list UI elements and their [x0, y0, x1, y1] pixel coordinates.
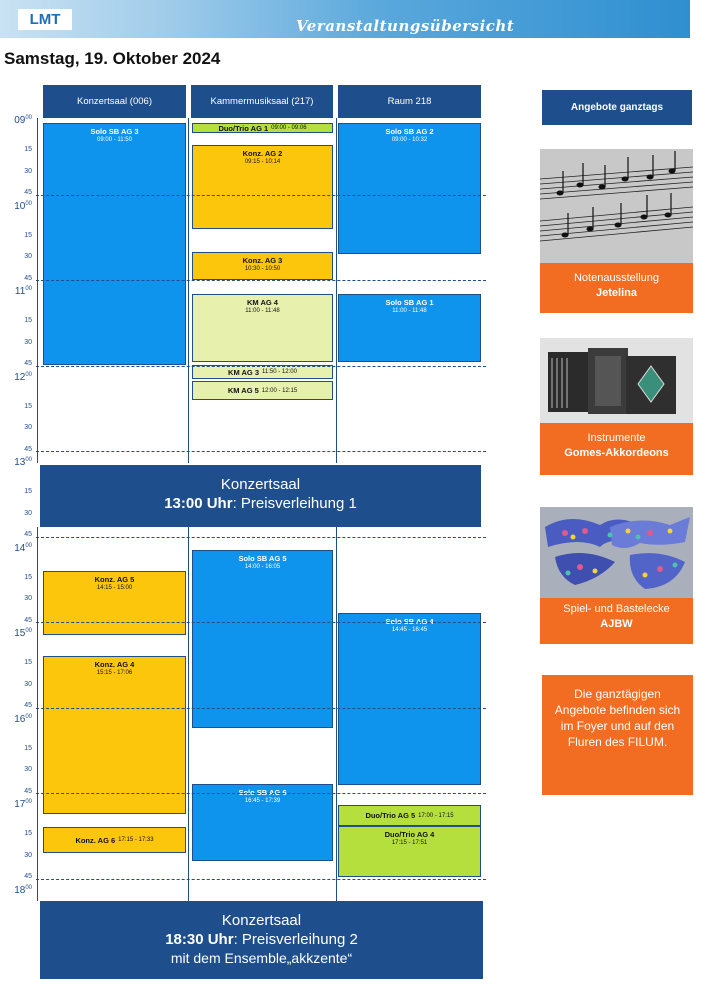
award-ceremony-1-venue: Konzertsaal: [220, 476, 301, 493]
column-header-raum-218: Raum 218: [338, 85, 481, 118]
event-title: Solo SB AG 5: [238, 554, 287, 563]
hour-label: [0, 885, 36, 896]
event-time: 09:00 - 09:06: [271, 125, 307, 131]
award-ceremony-1-text: : Preisverleihung 1: [232, 495, 357, 512]
event-km-ag-5[interactable]: [192, 381, 333, 400]
column-header-konzertsaal: Konzertsaal (006): [43, 85, 186, 118]
quarter-label: 45: [24, 788, 32, 795]
award-ceremony-2-time: 18:30 Uhr: [165, 931, 234, 948]
event-time: 09:15 - 10:14: [244, 159, 281, 165]
sidebar-item-notenausstellung[interactable]: [540, 263, 693, 313]
hour-label-hour: 11: [14, 286, 26, 297]
header-banner: [0, 0, 690, 38]
column-header-kammermusiksaal: Kammermusiksaal (217): [191, 85, 333, 118]
craft-masks-graphic: [540, 507, 693, 598]
sidebar-info-box: Die ganztägigen Angebote befinden sich im Foyer und auf den Fluren des FILUM.: [542, 675, 693, 795]
event-title: Duo/Trio AG 5: [365, 811, 416, 820]
event-title: Solo SB AG 2: [385, 127, 434, 136]
sidebar-item-2-line2: Gomes-Akkordeons: [564, 447, 669, 459]
quarter-label: 45: [24, 275, 32, 282]
event-solo-sb-ag-5[interactable]: [192, 550, 333, 728]
sidebar-item-1-line2: Jetelina: [596, 287, 637, 299]
hour-divider: [36, 793, 486, 794]
banner-title: Veranstaltungsübersicht: [296, 17, 515, 35]
sidebar-item-2-line1: Instrumente: [587, 432, 646, 444]
column-divider: [336, 527, 337, 901]
event-time: 16:45 - 17:39: [244, 798, 281, 804]
award-ceremony-2-banner[interactable]: [40, 901, 483, 979]
event-title: KM AG 5: [227, 386, 259, 395]
hour-label: [0, 628, 36, 639]
quarter-label: 15: [24, 659, 32, 666]
quarter-label: 15: [24, 317, 32, 324]
sheet-music-graphic: [540, 149, 693, 263]
hour-divider: [36, 280, 486, 281]
hour-divider: [36, 366, 486, 367]
hour-label-minutes: 00: [25, 371, 32, 378]
lmt-logo: LMT: [18, 9, 72, 30]
hour-label-minutes: 00: [25, 286, 32, 292]
quarter-label: 30: [24, 253, 32, 260]
event-title: KM AG 3: [228, 367, 260, 377]
event-konz-ag-5[interactable]: [43, 571, 186, 635]
quarter-label: 45: [24, 617, 32, 624]
event-solo-sb-ag-4[interactable]: [338, 613, 481, 785]
event-title: Solo SB AG 3: [90, 127, 139, 136]
event-konz-ag-2[interactable]: [192, 145, 333, 229]
quarter-label: 15: [24, 745, 32, 752]
event-title: Konz. AG 2: [242, 149, 283, 158]
hour-label: [0, 799, 36, 810]
page-title-date: Samstag, 19. Oktober 2024: [4, 49, 221, 68]
event-title: Duo/Trio AG 4: [384, 830, 435, 839]
hour-label: [0, 372, 36, 383]
hour-label-hour: 18: [14, 884, 26, 896]
hour-label-minutes: 00: [25, 200, 32, 207]
hour-label: [0, 286, 36, 297]
event-title: Konz. AG 4: [94, 660, 135, 669]
sheet-music-image: [540, 149, 693, 263]
event-solo-sb-ag-3[interactable]: [43, 123, 186, 365]
event-time: 09:00 - 10:32: [391, 137, 428, 143]
hour-label: [0, 115, 36, 126]
quarter-label: 15: [24, 574, 32, 581]
hour-label-hour: 13: [14, 457, 26, 468]
hour-divider: [36, 879, 486, 880]
hour-label: [0, 201, 36, 212]
event-duo-trio-ag-4[interactable]: [338, 826, 481, 877]
event-title: Solo SB AG 4: [385, 617, 434, 626]
event-title: Solo SB AG 1: [385, 298, 434, 307]
event-konz-ag-3[interactable]: [192, 252, 333, 280]
hour-label-minutes: 00: [25, 713, 32, 720]
column-divider: [37, 527, 38, 901]
event-title: Konz. AG 5: [94, 575, 135, 584]
hour-label-minutes: 00: [25, 799, 32, 805]
award-ceremony-2-text: : Preisverleihung 2: [233, 931, 358, 948]
hour-divider: [36, 195, 486, 196]
award-ceremony-1-time: 13:00 Uhr: [164, 495, 233, 512]
quarter-label: 45: [24, 531, 32, 538]
event-km-ag-4[interactable]: [192, 294, 333, 362]
event-time: 10:30 - 10:50: [244, 266, 281, 272]
event-konz-ag-4[interactable]: [43, 656, 186, 814]
hour-label-hour: 09: [14, 115, 26, 126]
hour-divider: [36, 622, 486, 623]
quarter-label: 30: [24, 852, 32, 859]
event-time: 14:00 - 16:05: [244, 564, 281, 570]
event-solo-sb-ag-1[interactable]: [338, 294, 481, 362]
accordions-graphic: [540, 338, 693, 423]
event-time: 14:45 - 16:45: [391, 627, 428, 633]
award-ceremony-1-line: [40, 494, 481, 513]
quarter-label: 30: [24, 339, 32, 346]
quarter-label: 30: [24, 766, 32, 773]
quarter-label: 30: [24, 510, 32, 517]
event-km-ag-3[interactable]: [192, 365, 333, 379]
hour-label-minutes: 00: [25, 115, 32, 121]
column-divider: [37, 118, 38, 463]
event-time: 12:00 - 12:15: [261, 387, 298, 394]
event-title: Solo SB AG 6: [238, 788, 287, 797]
event-time: 17:15 - 17:51: [391, 840, 428, 846]
quarter-label: 45: [24, 873, 32, 880]
hour-label-hour: 17: [14, 799, 26, 810]
quarter-label: 30: [24, 681, 32, 688]
hour-label: [0, 457, 36, 468]
hour-label-hour: 10: [14, 200, 26, 212]
event-duo-trio-ag-1[interactable]: [192, 123, 333, 133]
event-title: Konz. AG 3: [242, 256, 283, 265]
event-time: 11:00 - 11:48: [245, 308, 280, 314]
event-title: Konz. AG 6: [75, 835, 116, 845]
craft-masks-image: [540, 507, 693, 598]
event-time: 09:00 - 11:50: [97, 137, 132, 143]
hour-label-minutes: 00: [25, 542, 32, 549]
event-time: 17:00 - 17:15: [418, 812, 454, 819]
event-time: 14:15 - 15:00: [96, 585, 133, 591]
sidebar-item-instrumente[interactable]: [540, 423, 693, 475]
column-divider: [188, 118, 189, 463]
quarter-label: 15: [24, 488, 32, 495]
event-solo-sb-ag-2[interactable]: [338, 123, 481, 254]
hour-label-minutes: 00: [25, 884, 32, 891]
quarter-label: 15: [24, 830, 32, 837]
sidebar-item-3-line2: AJBW: [600, 618, 633, 630]
quarter-label: 45: [24, 702, 32, 709]
sidebar-item-1-line1: Notenausstellung: [573, 272, 659, 284]
hour-label-hour: 15: [14, 628, 26, 639]
sidebar-item-spiel-und-bastelecke[interactable]: [540, 598, 693, 644]
event-title: KM AG 4: [247, 298, 278, 307]
accordions-image: [540, 338, 693, 423]
hour-divider: [36, 708, 486, 709]
award-ceremony-1-banner[interactable]: [40, 465, 481, 527]
sidebar-heading: Angebote ganztags: [542, 90, 692, 125]
event-time: 15:15 - 17:06: [96, 670, 133, 676]
hour-label-hour: 16: [14, 713, 26, 725]
quarter-label: 30: [24, 424, 32, 431]
column-divider: [336, 118, 337, 463]
award-ceremony-2-venue: Konzertsaal: [221, 912, 302, 929]
award-ceremony-2-ensemble: mit dem Ensemble„akkzente“: [170, 950, 353, 966]
sidebar-item-3-line1: Spiel- und Bastelecke: [563, 603, 670, 615]
hour-divider: [36, 451, 486, 452]
event-time: 11:50 - 12:00: [262, 369, 297, 375]
hour-label-hour: 12: [14, 371, 26, 383]
quarter-label: 30: [24, 595, 32, 602]
hour-label-minutes: 00: [25, 457, 32, 463]
event-time: 17:15 - 17:33: [118, 837, 154, 843]
quarter-label: 15: [24, 403, 32, 410]
quarter-label: 45: [24, 446, 32, 453]
hour-label-minutes: 00: [25, 628, 32, 634]
quarter-label: 45: [24, 360, 32, 367]
event-solo-sb-ag-6[interactable]: [192, 784, 333, 861]
hour-divider: [36, 537, 486, 538]
event-duo-trio-ag-5[interactable]: [338, 805, 481, 826]
quarter-label: 15: [24, 232, 32, 239]
event-time: 11:00 - 11:48: [392, 308, 427, 314]
column-divider: [188, 527, 189, 901]
hour-label: [0, 714, 36, 725]
quarter-label: 30: [24, 168, 32, 175]
quarter-label: 45: [24, 189, 32, 196]
event-konz-ag-6[interactable]: [43, 827, 186, 853]
event-title: Duo/Trio AG 1: [218, 123, 269, 133]
quarter-label: 15: [24, 146, 32, 153]
hour-label-hour: 14: [14, 542, 26, 554]
award-ceremony-2-line: [40, 930, 483, 949]
hour-label: [0, 543, 36, 554]
